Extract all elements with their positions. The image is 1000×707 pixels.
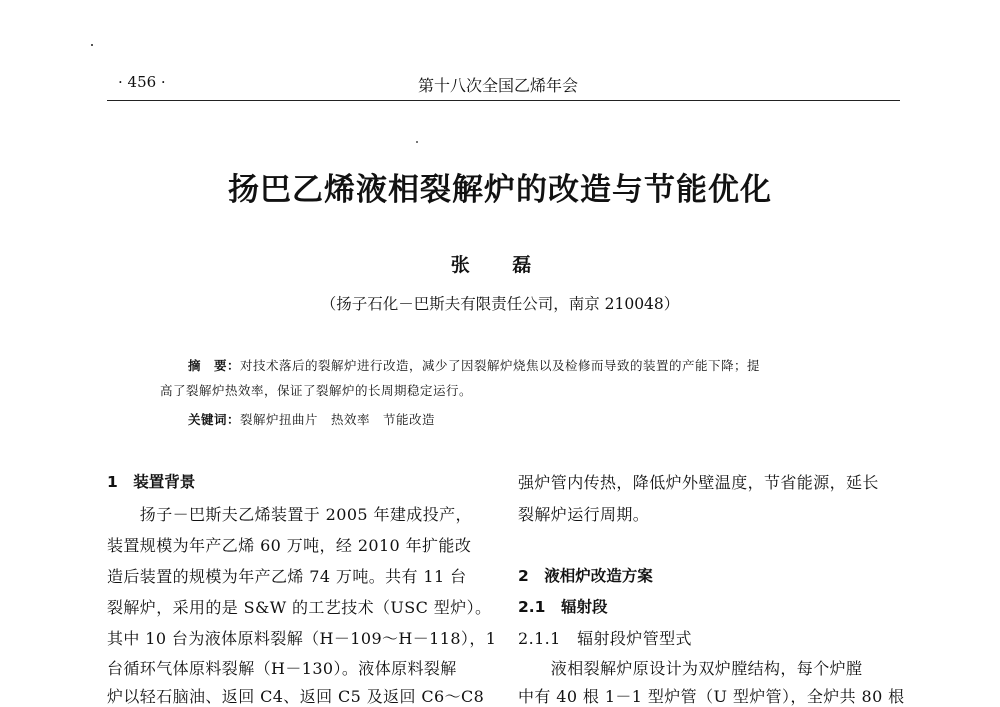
- abstract-text-1: 对技术落后的裂解炉进行改造，减少了因裂解炉烧焦以及检修而导致的装置的产能下降；提: [240, 358, 761, 373]
- keywords-text: 裂解炉扭曲片 热效率 节能改造: [240, 412, 436, 427]
- paper-title: 扬巴乙烯液相裂解炉的改造与节能优化: [228, 172, 772, 208]
- keywords-line: [188, 410, 435, 428]
- abstract-label: 摘 要：: [188, 358, 241, 373]
- body-line: 造后装置的规模为年产乙烯 74 万吨。共有 11 台: [107, 567, 467, 586]
- section-heading-2-1: 2.1 辐射段: [518, 598, 608, 616]
- section-heading-2-1-1: 2.1.1 辐射段炉管型式: [518, 629, 692, 648]
- author-name: 张 磊: [450, 254, 550, 276]
- body-line: 台循环气体原料裂解（H－130）。液体原料裂解: [107, 659, 457, 678]
- running-header: 第十八次全国乙烯年会: [418, 76, 579, 95]
- scan-speck: [416, 141, 418, 143]
- abstract-line-1: [188, 356, 760, 374]
- scan-speck: [91, 44, 93, 46]
- body-line: 炉以轻石脑油、返回 C4、返回 C5 及返回 C6～C8: [107, 687, 485, 706]
- section-heading-2: 2 液相炉改造方案: [518, 567, 653, 585]
- keywords-label: 关键词：: [188, 412, 241, 427]
- body-line: 装置规模为年产乙烯 60 万吨，经 2010 年扩能改: [107, 536, 472, 555]
- affiliation: （扬子石化－巴斯夫有限责任公司，南京 210048）: [320, 295, 680, 313]
- header-rule: [107, 100, 900, 101]
- body-line: 扬子－巴斯夫乙烯装置于 2005 年建成投产，: [107, 505, 472, 524]
- body-line: 强炉管内传热，降低炉外壁温度，节省能源，延长: [518, 473, 879, 492]
- body-line: 其中 10 台为液体原料裂解（H－109～H－118），1: [107, 629, 497, 648]
- body-line: 裂解炉，采用的是 S&W 的工艺技术（USC 型炉）。: [107, 598, 492, 617]
- abstract-line-2: 高了裂解炉热效率，保证了裂解炉的长周期稳定运行。: [160, 383, 473, 398]
- body-line: 液相裂解炉原设计为双炉膛结构，每个炉膛: [518, 659, 863, 678]
- body-line: 中有 40 根 1－1 型炉管（U 型炉管），全炉共 80 根: [518, 687, 905, 706]
- section-heading-1: 1 装置背景: [107, 473, 196, 491]
- body-line: 裂解炉运行周期。: [518, 505, 650, 524]
- page-number: · 456 ·: [118, 73, 166, 91]
